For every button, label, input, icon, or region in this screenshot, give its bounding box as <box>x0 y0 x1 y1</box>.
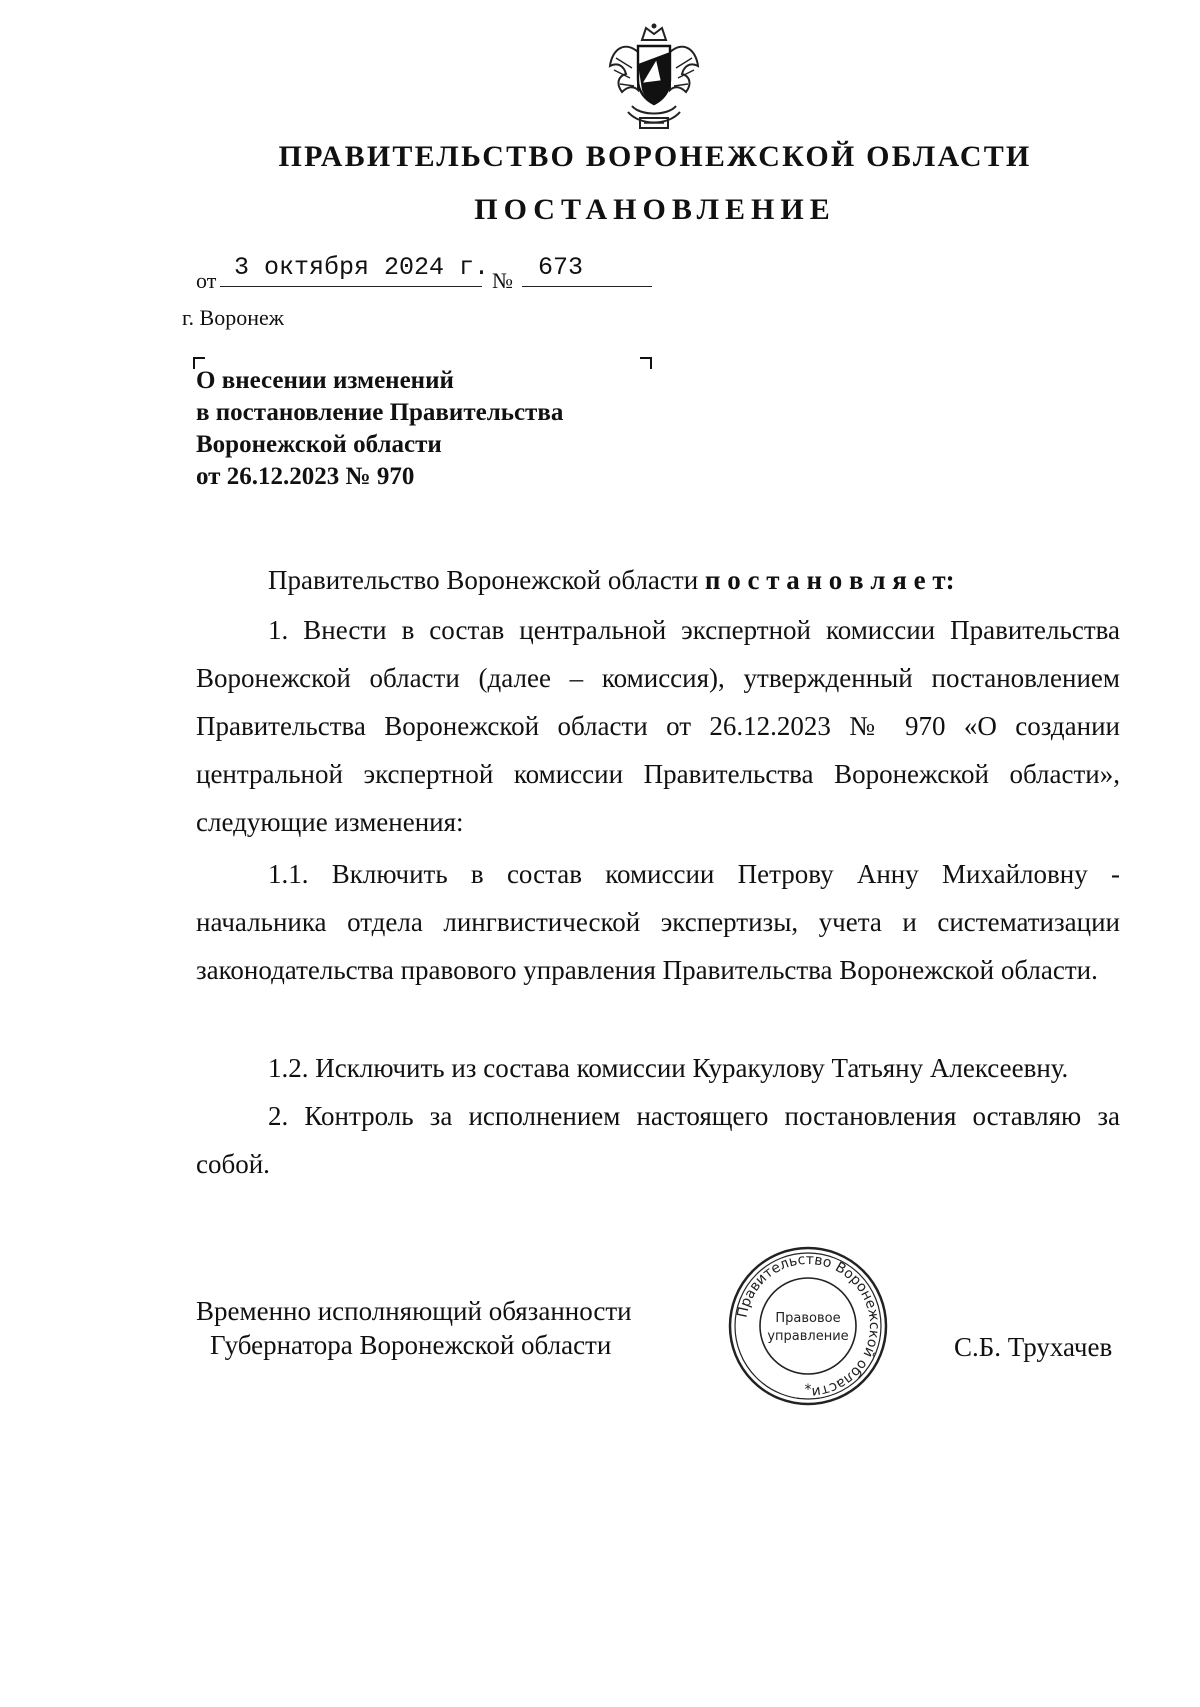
stamp-ring-text: Правительство Воронежской области <box>734 1251 883 1400</box>
coat-of-arms-emblem <box>604 22 704 134</box>
stamp-center-line-1: Правовое <box>775 1311 841 1326</box>
document-subject <box>196 365 563 493</box>
document-date: 3 октября 2024 г. <box>234 253 490 282</box>
preamble-verb: п о с т а н о в л я е т: <box>704 565 955 595</box>
city-name: г. Воронеж <box>182 305 284 330</box>
subject-line: О внесении изменений <box>196 367 454 394</box>
stamp-star: * <box>804 1382 812 1398</box>
signatory-name: С.Б. Трухачев <box>954 1332 1113 1362</box>
paragraph-2: 2. Контроль за исполнением настоящего постановления оставляю за собой. <box>196 1101 1120 1179</box>
document-type-title: ПОСТАНОВЛЕНИЕ <box>474 193 836 226</box>
number-underline <box>522 286 652 287</box>
subject-line: от 26.12.2023 № 970 <box>196 463 415 490</box>
number-prefix: № <box>492 268 513 293</box>
paragraph-1: 1. Внести в состав центральной экспертной комиссии Правительства Воронежской области (далее – комиссия), утвержденный постановлением Правительства Воронежской области от 26.12.2023 № 970 «О создании центральной экспертной комиссии Правительства Воронежской области», следующие изменения: <box>196 615 1120 837</box>
date-underline <box>220 286 482 287</box>
date-prefix: от <box>196 268 217 293</box>
paragraph-1-2: 1.2. Исключить из состава комиссии Куракулову Татьяну Алексеевну. <box>268 1053 1069 1083</box>
signatory-position-line-1: Временно исполняющий обязанности <box>196 1296 632 1326</box>
organization-title: ПРАВИТЕЛЬСТВО ВОРОНЕЖСКОЙ ОБЛАСТИ <box>278 140 1032 173</box>
document-number: 673 <box>538 253 584 282</box>
paragraph-1-1: 1.1. Включить в состав комиссии Петрову Анну Михайловну - начальника отдела лингвистической экспертизы, учета и систематизации законодательства правового управления Правительства Воронежской области. <box>196 859 1120 985</box>
subject-line: в постановление Правительства <box>196 399 564 426</box>
subject-line: Воронежской области <box>196 431 442 458</box>
preamble <box>268 556 955 604</box>
official-stamp <box>726 1244 890 1408</box>
signatory-position-line-2: Губернатора Воронежской области <box>210 1330 612 1360</box>
preamble-text: Правительство Воронежской области <box>268 565 699 595</box>
subject-bracket-right <box>640 357 652 369</box>
stamp-center-line-2: управление <box>767 1329 849 1344</box>
